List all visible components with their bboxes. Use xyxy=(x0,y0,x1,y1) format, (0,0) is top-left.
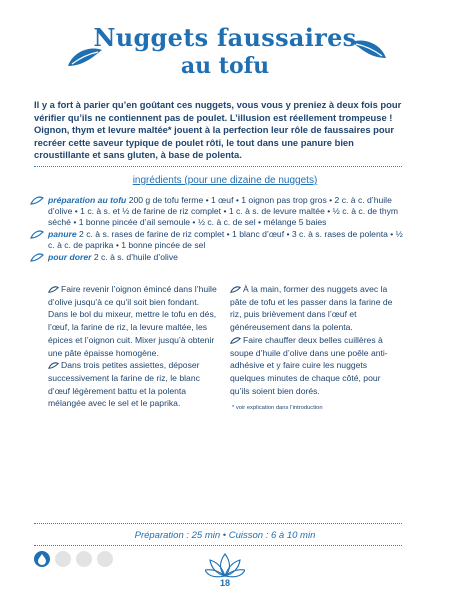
drop-icon xyxy=(34,551,50,567)
recipe-title xyxy=(0,24,450,79)
recipe-title-line1: Nuggets faussaires xyxy=(93,23,357,52)
step-paragraph xyxy=(48,283,218,359)
ingredient-group-dorer xyxy=(48,252,408,263)
leaf-bullet-icon xyxy=(48,286,59,293)
step-text: Faire revenir l’oignon émincé dans l’huile d’olive jusqu’à ce qu’il soit bien fondant. Dans le bol du mixeur, mettre le tofu en dés, l’œuf, la farine de riz, la levure maltée, les épices et l’oignon cuit. Mixer jusqu’à obtenir une pâte épaisse homogène. xyxy=(48,284,217,358)
ingredient-group-label: pour dorer xyxy=(48,252,92,262)
ingredients-heading: ingrédients (pour une dizaine de nuggets) xyxy=(132,175,318,186)
steps-column-right xyxy=(230,283,400,397)
difficulty-dot-1 xyxy=(34,551,50,567)
ingredient-group-panure xyxy=(48,229,408,251)
ingredient-group-text: 2 c. à s. d’huile d’olive xyxy=(91,252,178,262)
recipe-intro: Il y a fort à parier qu’en goûtant ces nuggets, vous vous y preniez à deux fois pour vérifier qu’ils ne contiennent pas de poulet. L’illusion est réellement trompeuse ! Oignon, thym et levure maltée* jouent à la perfection leur rôle de faussaires pour recréer cette saveur typique de poulet rôti, le tout dans une panure bien croustillante et sans gluten, à base de polenta. xyxy=(34,99,402,161)
difficulty-dot-2 xyxy=(55,551,71,567)
step-text: À la main, former des nuggets avec la pâte de tofu et les passer dans la farine de riz, puis brièvement dans l’œuf et généreusement dans la polenta. xyxy=(230,284,393,333)
difficulty-dot-3 xyxy=(76,551,92,567)
timing-info: Préparation : 25 min • Cuisson : 6 à 10 min xyxy=(134,530,316,541)
difficulty-dot-4 xyxy=(97,551,113,567)
divider-bottom-upper xyxy=(34,523,402,524)
ingredient-group-text: 2 c. à s. rases de farine de riz complet • 1 blanc d’œuf • 3 c. à s. rases de polenta • ½ c. à c. de paprika • 1 bonne pincée de sel xyxy=(48,229,403,250)
step-paragraph xyxy=(48,359,218,410)
divider-bottom-lower xyxy=(34,545,402,546)
step-paragraph xyxy=(230,283,400,334)
ingredient-group-label: préparation au tofu xyxy=(48,195,127,205)
page-number: 18 xyxy=(219,578,230,588)
footnote: * voir explication dans l’introduction xyxy=(232,405,323,411)
ingredient-group-tofu xyxy=(48,195,408,227)
leaf-bullet-icon xyxy=(48,362,59,369)
steps-column-left xyxy=(48,283,218,410)
step-text: Faire chauffer deux belles cuillères à soupe d’huile d’olive dans une poêle anti-adhésive et y faire cuire les nuggets quelques minutes de chaque côté, pour qu’ils soient bien dorés. xyxy=(230,334,388,396)
step-text: Dans trois petites assiettes, déposer successivement la farine de riz, le blanc d’œuf légèrement battu et la polenta mélangée avec le sel et le paprika. xyxy=(48,360,200,409)
recipe-title-line2: au tofu xyxy=(180,53,270,79)
step-paragraph xyxy=(230,334,400,398)
leaf-bullet-icon xyxy=(30,230,44,239)
leaf-bullet-icon xyxy=(230,286,241,293)
leaf-bullet-icon xyxy=(230,337,241,344)
lotus-ornament-icon xyxy=(205,552,245,580)
leaf-bullet-icon xyxy=(30,253,44,262)
leaf-bullet-icon xyxy=(30,196,44,205)
divider-top xyxy=(34,166,402,167)
ingredient-group-label: panure xyxy=(48,229,77,239)
ingredient-group-text: 200 g de tofu ferme • 1 œuf • 1 oignon pas trop gros • 2 c. à c. d’huile d’olive • 1 c. à s. et ½ de farine de riz complet • 1 c. à s. de levure maltée • ½ c. à c. de thym séché • 1 bonne pincée d’ail semoule • ½ c. à c. de sel • mélange 5 baies xyxy=(48,195,399,227)
